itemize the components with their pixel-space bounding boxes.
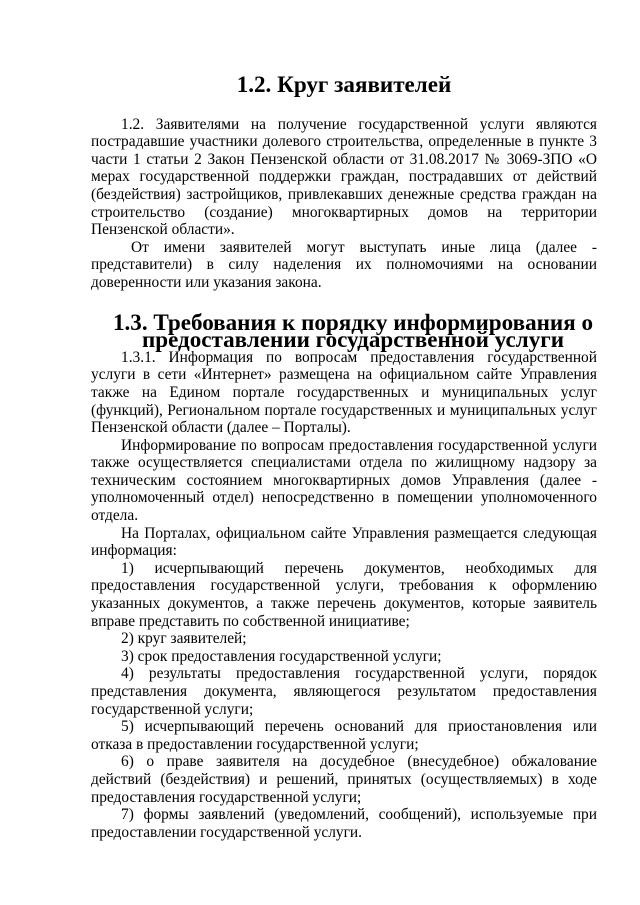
section-title-applicants: 1.2. Круг заявителей: [236, 71, 452, 97]
list-item: 1) исчерпывающий перечень документов, необходимых для предоставления государственной услуги, требования к оформлению указанных документов, а также перечень документов, которые заявитель вправе представить по собственной инициативе;: [91, 559, 597, 630]
paragraph-internet-info: 1.3.1. Информация по вопросам предоставления государственной услуги в сети «Интернет» размещена на официальном сайте Управления также на Едином портале государственных и муниципальных услуг (функций), Региональном портале государственных и муниципальных услуг Пензенской области (далее – Порталы).: [91, 348, 597, 437]
paragraph-informing: Информирование по вопросам предоставления государственной услуги также осуществляется специалистами отдела по жилищному надзору за техническим состоянием многоквартирных домов Управления (далее - уполномоченный отдел) непосредственно в помещении уполномоченного отдела.: [91, 436, 597, 525]
document-page: [91, 71, 597, 841]
paragraph-portal-info-intro: На Порталах, официальном сайте Управления размещается следующая информация:: [91, 524, 597, 560]
paragraph-applicants-definition: 1.2. Заявителями на получение государственной услуги являются пострадавшие участники долевого строительства, определенные в пункте 3 части 1 статьи 2 Закон Пензенской области от 31.08.2017 № 3069-ЗПО «О мерах государственной поддержки граждан, пострадавших от действий (бездействия) застройщиков, привлекавших денежные средства граждан на строительство (создание) многоквартирных домов на территории Пензенской области».: [91, 115, 597, 239]
section-title-information-requirements: 1.3. Требования к порядку информирования о предоставлении государственной услуги: [113, 308, 593, 353]
paragraph-representatives: От имени заявителей могут выступать иные лица (далее - представители) в силу наделения их полномочиями на основании доверенности или указания закона.: [91, 238, 597, 291]
list-item: 5) исчерпывающий перечень оснований для приостановления или отказа в предоставлении государственной услуги;: [91, 718, 597, 753]
list-item: 3) срок предоставления государственной услуги;: [121, 647, 442, 665]
list-item: 7) формы заявлений (уведомлений, сообщений), используемые при предоставлении государственной услуги.: [91, 806, 597, 841]
list-item: 6) о праве заявителя на досудебное (внесудебное) обжалование действий (бездействия) и решений, принятых (осуществляемых) в ходе предоставления государственной услуги;: [91, 753, 597, 806]
list-item: 2) круг заявителей;: [121, 630, 247, 648]
list-item: 4) результаты предоставления государственной услуги, порядок представления документа, являющегося результатом предоставления государственной услуги;: [91, 665, 597, 718]
